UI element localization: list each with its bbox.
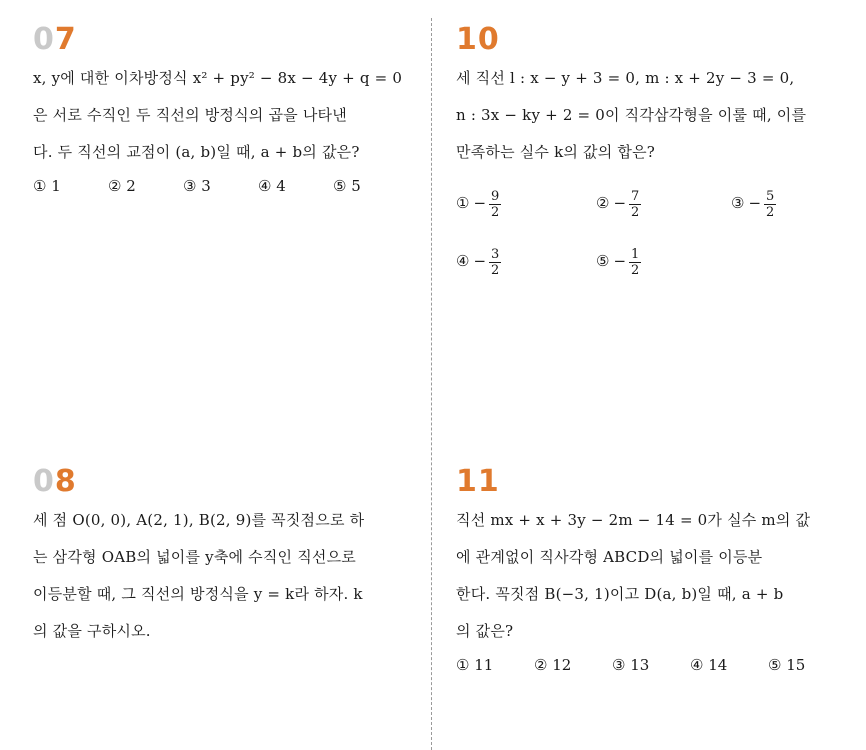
problem-text-line: 다. 두 직선의 교점이 (a, b)일 때, a + b의 값은? xyxy=(33,143,360,161)
choice-2[interactable]: ② 12 xyxy=(534,656,572,674)
problem-text-line: 은 서로 수직인 두 직선의 방정식의 곱을 나타낸 xyxy=(33,106,347,124)
answer-choices xyxy=(456,239,836,285)
choice-3[interactable]: ③ − $\frac{5}{2}$ xyxy=(731,188,775,220)
problem-text-line: x, y에 대한 이차방정식 x² + py² − 8x − 4y + q = 0 xyxy=(33,69,403,87)
problem-text-line: 한다. 꼭짓점 B(−3, 1)이고 D(a, b)일 때, a + b xyxy=(456,585,784,603)
fraction: $\frac{3}{2}$ xyxy=(491,246,500,278)
choice-1[interactable]: ① − $\frac{9}{2}$ xyxy=(456,188,500,220)
choice-4[interactable]: ④ − $\frac{3}{2}$ xyxy=(456,246,500,278)
fraction: $\frac{7}{2}$ xyxy=(631,188,640,220)
choice-3[interactable]: ③ 3 xyxy=(183,177,211,195)
answer-choices xyxy=(456,181,836,227)
choice-4[interactable]: ④ 14 xyxy=(690,656,728,674)
choice-2[interactable]: ② − $\frac{7}{2}$ xyxy=(596,188,640,220)
fraction: $\frac{1}{2}$ xyxy=(631,246,640,278)
choice-5[interactable]: ⑤ 5 xyxy=(333,177,361,195)
answer-choices xyxy=(456,650,836,680)
answer-choices xyxy=(33,171,418,201)
choice-4[interactable]: ④ 4 xyxy=(258,177,286,195)
problem-text-line: 에 관계없이 직사각형 ABCD의 넓이를 이등분 xyxy=(456,548,763,566)
problem-number-08: 08 xyxy=(33,464,77,499)
problem-text-line: 세 직선 l : x − y + 3 = 0, m : x + 2y − 3 = 0, xyxy=(456,69,795,87)
problem-text-line: 이등분할 때, 그 직선의 방정식을 y = k라 하자. k xyxy=(33,585,363,603)
problem-text-line: n : 3x − ky + 2 = 0이 직각삼각형을 이룰 때, 이를 xyxy=(456,106,807,124)
problem-11 xyxy=(456,466,836,680)
problem-text-line: 세 점 O(0, 0), A(2, 1), B(2, 9)를 꼭짓점으로 하 xyxy=(33,511,365,529)
problem-text-line: 의 값을 구하시오. xyxy=(33,622,151,640)
choice-1[interactable]: ① 1 xyxy=(33,177,61,195)
choice-1[interactable]: ① 11 xyxy=(456,656,494,674)
choice-5[interactable]: ⑤ − $\frac{1}{2}$ xyxy=(596,246,640,278)
choice-2[interactable]: ② 2 xyxy=(108,177,136,195)
problem-number-11: 11 xyxy=(456,464,500,499)
problem-number-10: 10 xyxy=(456,22,500,57)
problem-08 xyxy=(33,466,418,650)
column-divider xyxy=(431,18,432,750)
problem-text-line: 직선 mx + x + 3y − 2m − 14 = 0가 실수 m의 값 xyxy=(456,511,811,529)
problem-text-line: 만족하는 실수 k의 값의 합은? xyxy=(456,143,655,161)
problem-07 xyxy=(33,24,418,201)
problem-number-07: 07 xyxy=(33,22,77,57)
choice-5[interactable]: ⑤ 15 xyxy=(768,656,806,674)
fraction: $\frac{5}{2}$ xyxy=(766,188,775,220)
problem-text-line: 의 값은? xyxy=(456,622,514,640)
problem-10 xyxy=(456,24,836,285)
fraction: $\frac{9}{2}$ xyxy=(491,188,500,220)
problem-text-line: 는 삼각형 OAB의 넓이를 y축에 수직인 직선으로 xyxy=(33,548,356,566)
choice-3[interactable]: ③ 13 xyxy=(612,656,650,674)
